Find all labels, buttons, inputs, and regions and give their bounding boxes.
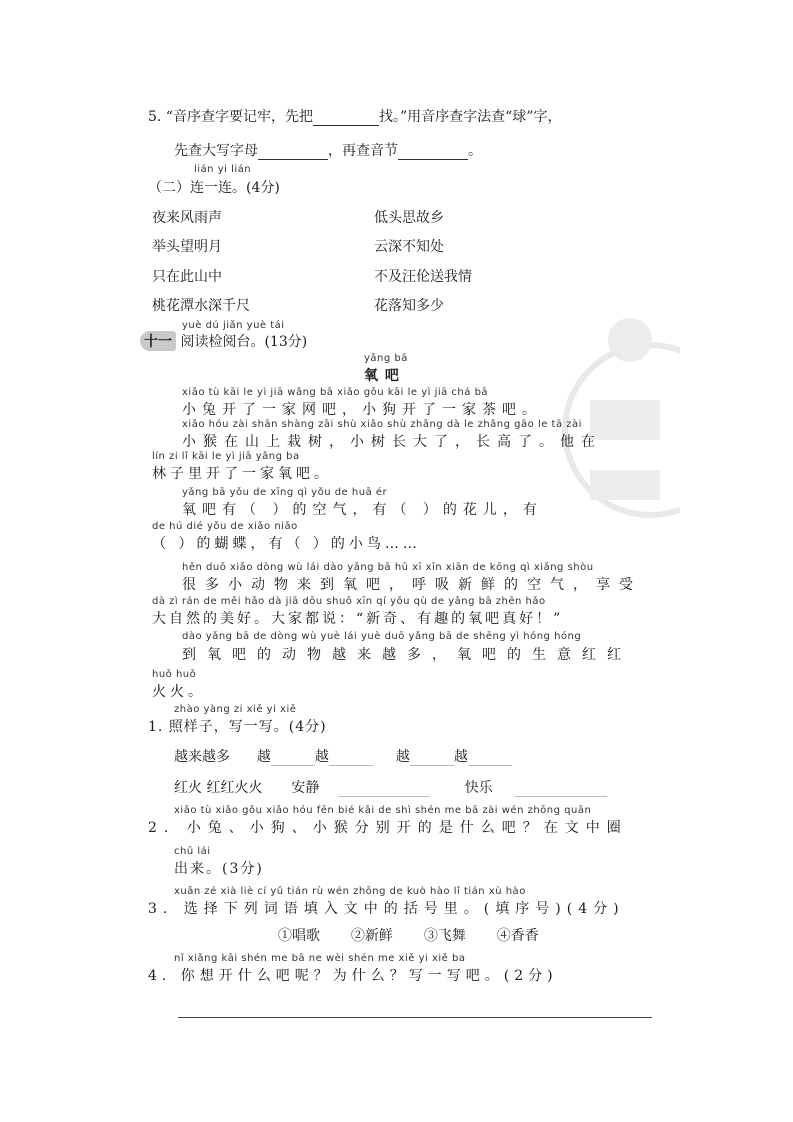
q1-pinyin: zhào yàng zi xiě yi xiě	[174, 704, 297, 715]
match-left-3[interactable]: 只在此山中	[152, 269, 222, 285]
q4-pinyin: nǐ xiǎng kāi shén me bā ne wèi shén me xiě yi xiě ba	[174, 953, 466, 964]
q1-blank-6[interactable]	[515, 782, 607, 797]
match-pinyin: lián yi lián	[194, 164, 252, 175]
q1-row2	[174, 777, 607, 797]
q1-row1-example: 越来越多	[174, 749, 230, 765]
q1-row1	[174, 746, 512, 766]
answer-line[interactable]	[178, 1017, 652, 1018]
q2b-pinyin: chū lái	[174, 846, 211, 857]
q1-row1-word-b: 越	[314, 749, 329, 765]
passage-title: 氧 吧	[364, 368, 400, 384]
q5-blank-1[interactable]	[313, 111, 379, 126]
match-left-2[interactable]: 举头望明月	[152, 239, 222, 255]
q5-line2	[174, 140, 482, 160]
match-left-1[interactable]: 夜来风雨声	[152, 210, 222, 226]
passage-line-4-pinyin: yǎng bā yǒu de xīng qì yǒu de huā ér	[182, 487, 388, 498]
q3-option-1: ①唱歌	[278, 928, 320, 944]
q1-blank-3[interactable]	[410, 751, 454, 766]
q1-row1-word-c: 越	[395, 749, 410, 765]
q5-text-a: 5. “音序查字要记牢，先把	[148, 109, 313, 125]
q1-row1-word-d: 越	[453, 749, 468, 765]
q3-option-4: ④香香	[496, 928, 539, 944]
passage-line-1-pinyin: xiǎo tù kāi le yì jiā wǎng bā xiǎo gǒu kāi le yì jiā chá bā	[182, 387, 489, 398]
passage-line-8-pinyin: dào yǎng bā de dòng wù yuè lái yuè duō yǎng bā de shēng yì hóng hóng	[182, 631, 582, 642]
match-right-3[interactable]: 不及汪伦送我情	[374, 269, 472, 285]
match-right-2[interactable]: 云深不知处	[374, 239, 444, 255]
passage-line-5-pinyin: de hú dié yǒu de xiǎo niǎo	[152, 521, 298, 532]
section11-pinyin: yuè dú jiǎn yuè tái	[182, 320, 285, 331]
passage-line-9: 火火。	[152, 684, 206, 700]
passage-line-4: 氧吧有（ ）的空气，有（ ）的花儿，有	[182, 502, 543, 518]
passage-line-7-pinyin: dà zì rán de měi hǎo dà jiā dōu shuō xīn qí yǒu qù de yǎng bā zhēn hǎo	[152, 596, 546, 607]
q5-text-e: 。	[468, 143, 482, 159]
q3-title: 3. 选择下列词语填入文中的括号里。(填序号)(4分)	[148, 901, 625, 917]
q1-blank-1[interactable]	[271, 751, 315, 766]
passage-line-7: 大自然的美好。大家都说：“新奇、有趣的氧吧真好！”	[152, 611, 564, 627]
q1-blank-2[interactable]	[329, 751, 373, 766]
passage-line-5: （ ）的蝴蝶，有（ ）的小鸟……	[152, 536, 421, 552]
passage-line-6: 很多小动物来到氧吧，呼吸新鲜的空气，享受	[182, 577, 642, 593]
passage-line-3-pinyin: lín zi lǐ kāi le yì jiā yǎng ba	[152, 451, 300, 462]
passage-line-8: 到氧吧的动物越来越多，氧吧的生意红红	[182, 647, 632, 663]
q1-blank-5[interactable]	[338, 782, 430, 797]
q1-row2-word-a: 安静	[291, 780, 320, 796]
section11-number: 十一	[140, 331, 176, 351]
q3-options	[278, 925, 539, 945]
q3-option-2: ②新鲜	[350, 928, 393, 944]
q5-blank-2[interactable]	[258, 145, 328, 160]
q3-option-3: ③飞舞	[423, 928, 466, 944]
passage-title-pinyin: yǎng bā	[364, 353, 408, 364]
passage-line-1: 小兔开了一家网吧，小狗开了一家茶吧。	[182, 402, 542, 418]
q2-title: 2. 小兔、小狗、小猴分别开的是什么吧？在文中圈	[148, 820, 628, 836]
q1-row1-word-a: 越	[256, 749, 271, 765]
q2b-title: 出来。(3分)	[174, 861, 264, 877]
passage-line-2: 小猴在山上栽树，小树长大了，长高了。他在	[182, 434, 602, 450]
publisher-watermark-icon	[560, 300, 680, 560]
q1-row2-example: 红火 红红火火	[174, 780, 263, 796]
q1-title: 1. 照样子，写一写。(4分)	[148, 719, 327, 735]
match-left-4[interactable]: 桃花潭水深千尺	[152, 298, 250, 314]
q4-title: 4. 你想开什么吧呢？为什么？写一写吧。(2分)	[148, 968, 558, 984]
match-right-4[interactable]: 花落知多少	[374, 298, 444, 314]
q5-text-d: ，再查音节	[328, 143, 398, 159]
q2-pinyin: xiǎo tù xiǎo gǒu xiǎo hóu fēn bié kāi de shì shén me bā zài wén zhōng quān	[174, 805, 592, 816]
section11-title: 阅读检阅台。(13分)	[180, 334, 308, 350]
match-title: （二）连一连。(4分)	[148, 180, 280, 196]
q5-text-b: 找。”用音序查字法查“球”字，	[378, 109, 562, 125]
q1-row2-word-b: 快乐	[464, 780, 493, 796]
q5-text-c: 先查大写字母	[174, 143, 258, 159]
section11-heading	[140, 331, 307, 351]
q1-blank-4[interactable]	[468, 751, 512, 766]
passage-line-3: 林子里开了一家氧吧。	[152, 466, 332, 482]
match-right-1[interactable]: 低头思故乡	[374, 210, 444, 226]
q5-blank-3[interactable]	[398, 145, 468, 160]
passage-line-6-pinyin: hěn duō xiǎo dòng wù lái dào yǎng bā hū xī xīn xiān de kōng qì xiǎng shòu	[182, 562, 594, 573]
q3-pinyin: xuǎn zé xià liè cí yǔ tián rù wén zhōng de kuò hào lǐ tián xù hào	[174, 886, 526, 897]
passage-line-9-pinyin: huǒ huǒ	[152, 669, 197, 680]
q5-line1	[148, 106, 561, 126]
passage-line-2-pinyin: xiǎo hóu zài shān shàng zāi shù xiǎo shù zhǎng dà le zhǎng gāo le tā zài	[182, 419, 582, 430]
